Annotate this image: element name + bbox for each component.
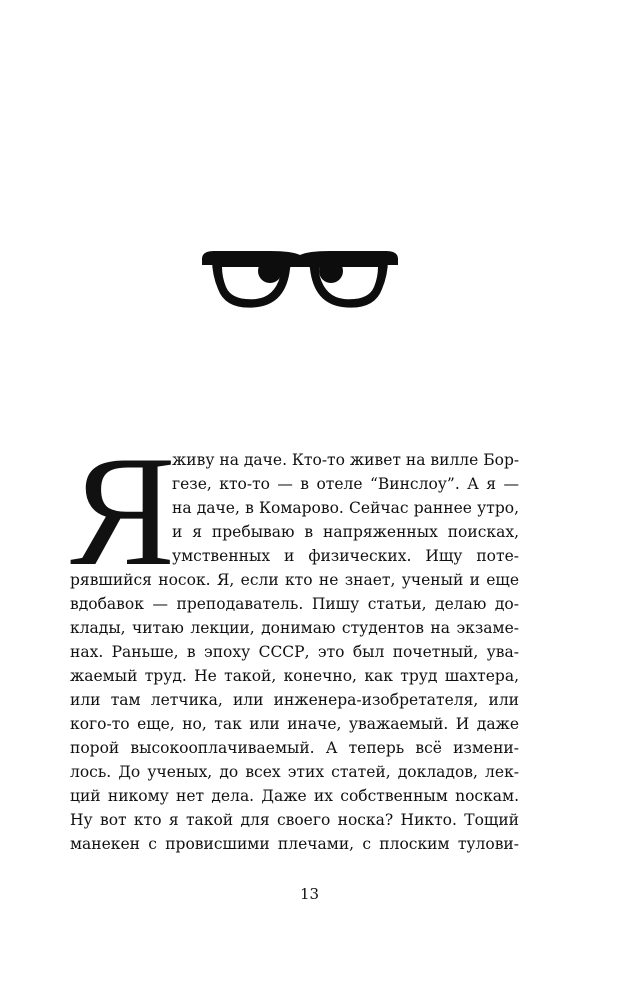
glasses-icon bbox=[200, 243, 400, 315]
text-line: нах. Раньше, в эпоху СССР, это был почетный, ува- bbox=[70, 643, 519, 661]
text-line: умственных и физических. Ищу поте- bbox=[172, 547, 519, 565]
text-line: и я пребываю в напряженных поисках, bbox=[172, 523, 519, 541]
text-line: рявшийся носок. Я, если кто не знает, ученый и еще bbox=[70, 571, 519, 589]
text-line: вдобавок — преподаватель. Пишу статьи, делаю до- bbox=[70, 595, 519, 613]
text-line: живу на даче. Кто-то живет на вилле Бор- bbox=[172, 451, 519, 469]
page-number: 13 bbox=[299, 885, 320, 903]
text-line: кого-то еще, но, так или иначе, уважаемый. И даже bbox=[70, 715, 519, 733]
text-line: гезе, кто-то — в отеле “Винслоу”. А я — bbox=[172, 475, 519, 493]
text-line: на даче, в Комарово. Сейчас раннее утро, bbox=[172, 499, 519, 517]
text-line: лось. До ученых, до всех этих статей, докладов, лек- bbox=[70, 763, 519, 781]
text-line: или там летчика, или инженера-изобретателя, или bbox=[70, 691, 519, 709]
text-line: Ну вот кто я такой для своего носка? Никто. Тощий bbox=[70, 811, 519, 829]
text-line: клады, читаю лекции, донимаю студентов на экзаме- bbox=[70, 619, 519, 637]
drop-cap: Я bbox=[70, 424, 176, 599]
text-line: жаемый труд. Не такой, конечно, как труд шахтера, bbox=[70, 667, 519, 685]
text-line: манекен с провисшими плечами, с плоским тулови- bbox=[70, 835, 519, 853]
text-line: порой высокооплачиваемый. А теперь всё измени- bbox=[70, 739, 519, 757]
text-line: ций никому нет дела. Даже их собственным noскам. bbox=[70, 787, 519, 805]
